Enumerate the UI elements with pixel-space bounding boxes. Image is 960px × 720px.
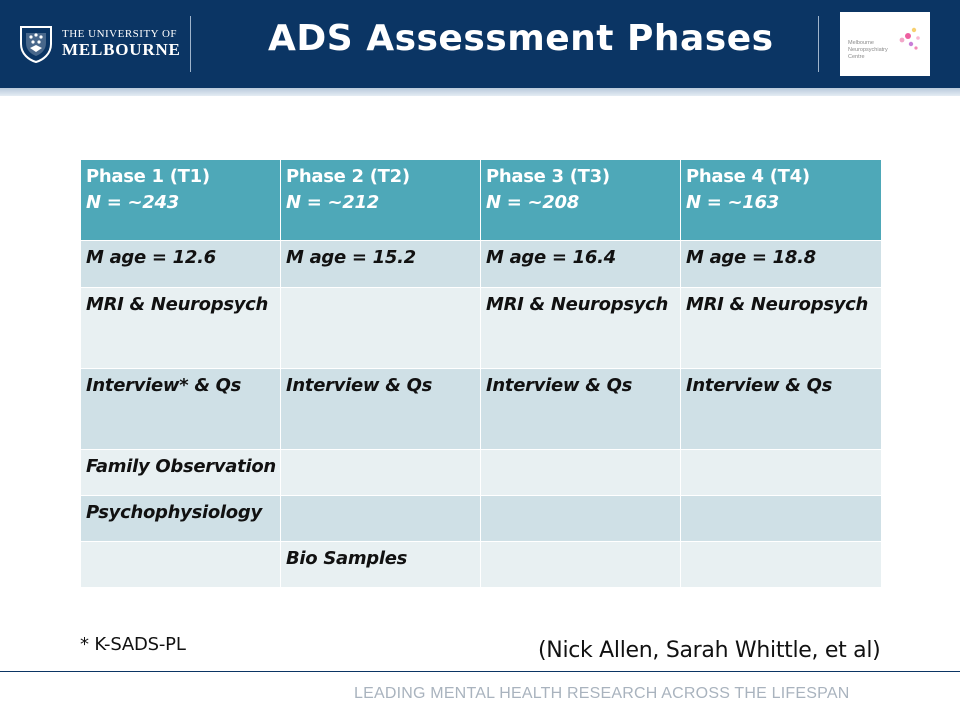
table-cell: [681, 450, 882, 496]
table-cell: Family Observation: [81, 450, 281, 496]
table-header-row: [81, 160, 882, 241]
header-bar: [0, 0, 960, 88]
header-accent-rule: [0, 88, 960, 96]
table-row-mean-age: [81, 241, 882, 288]
phase-label: Phase 2 (T2): [286, 166, 410, 187]
page-title: ADS Assessment Phases: [268, 18, 774, 59]
table-cell: M age = 16.4: [481, 241, 681, 288]
university-name-line1: THE UNIVERSITY OF: [62, 28, 178, 41]
neuropsychiatry-centre-logo: [840, 12, 930, 76]
table-cell: Interview & Qs: [481, 369, 681, 450]
table-cell: MRI & Neuropsych: [481, 288, 681, 369]
table-cell: [681, 496, 882, 542]
table-cell: Bio Samples: [281, 542, 481, 588]
table-cell: [81, 542, 281, 588]
table-cell: Interview & Qs: [281, 369, 481, 450]
table-cell: M age = 18.8: [681, 241, 882, 288]
table-row-bio-samples: [81, 542, 882, 588]
sample-size: N = ~243: [86, 192, 179, 214]
table-row-interview: [81, 369, 882, 450]
table-cell: MRI & Neuropsych: [681, 288, 882, 369]
sample-size: N = ~212: [286, 192, 379, 214]
table-row-psychophysiology: [81, 496, 882, 542]
phase-label: Phase 1 (T1): [86, 166, 210, 187]
phase-4-header: [681, 160, 882, 241]
table-cell: M age = 15.2: [281, 241, 481, 288]
centre-logo-line3: Centre: [848, 53, 865, 60]
university-name-line2: MELBOURNE: [62, 39, 181, 59]
university-logo: [18, 22, 188, 66]
table-row-mri: [81, 288, 882, 369]
phase-label: Phase 3 (T3): [486, 166, 610, 187]
table-row-family-observation: [81, 450, 882, 496]
table-cell: [281, 288, 481, 369]
table-cell: [281, 496, 481, 542]
header-divider-right: [818, 16, 819, 72]
phase-label: Phase 4 (T4): [686, 166, 810, 187]
crest-icon: [18, 24, 54, 64]
assessment-phases-table: [80, 159, 882, 588]
citation: (Nick Allen, Sarah Whittle, et al): [538, 638, 881, 663]
sample-size: N = ~208: [486, 192, 579, 214]
table-cell: MRI & Neuropsych: [81, 288, 281, 369]
footer-rule: [0, 671, 960, 672]
centre-logo-line1: Melbourne: [848, 40, 874, 46]
table-cell: [281, 450, 481, 496]
table-cell: Interview & Qs: [681, 369, 882, 450]
table-cell: [481, 542, 681, 588]
phase-2-header: [281, 160, 481, 241]
table-cell: [681, 542, 882, 588]
footnote: * K-SADS-PL: [80, 634, 186, 655]
sample-size: N = ~163: [686, 192, 779, 214]
header-divider-left: [190, 16, 191, 72]
table-cell: Interview* & Qs: [81, 369, 281, 450]
table-cell: M age = 12.6: [81, 241, 281, 288]
table-cell: [481, 450, 681, 496]
phase-1-header: [81, 160, 281, 241]
flower-dots-icon: [894, 22, 924, 62]
footer-tagline: LEADING MENTAL HEALTH RESEARCH ACROSS THE LIFESPAN: [354, 685, 850, 702]
phase-3-header: [481, 160, 681, 241]
centre-logo-line2: Neuropsychiatry: [848, 46, 888, 53]
table-cell: [481, 496, 681, 542]
table-cell: Psychophysiology: [81, 496, 281, 542]
